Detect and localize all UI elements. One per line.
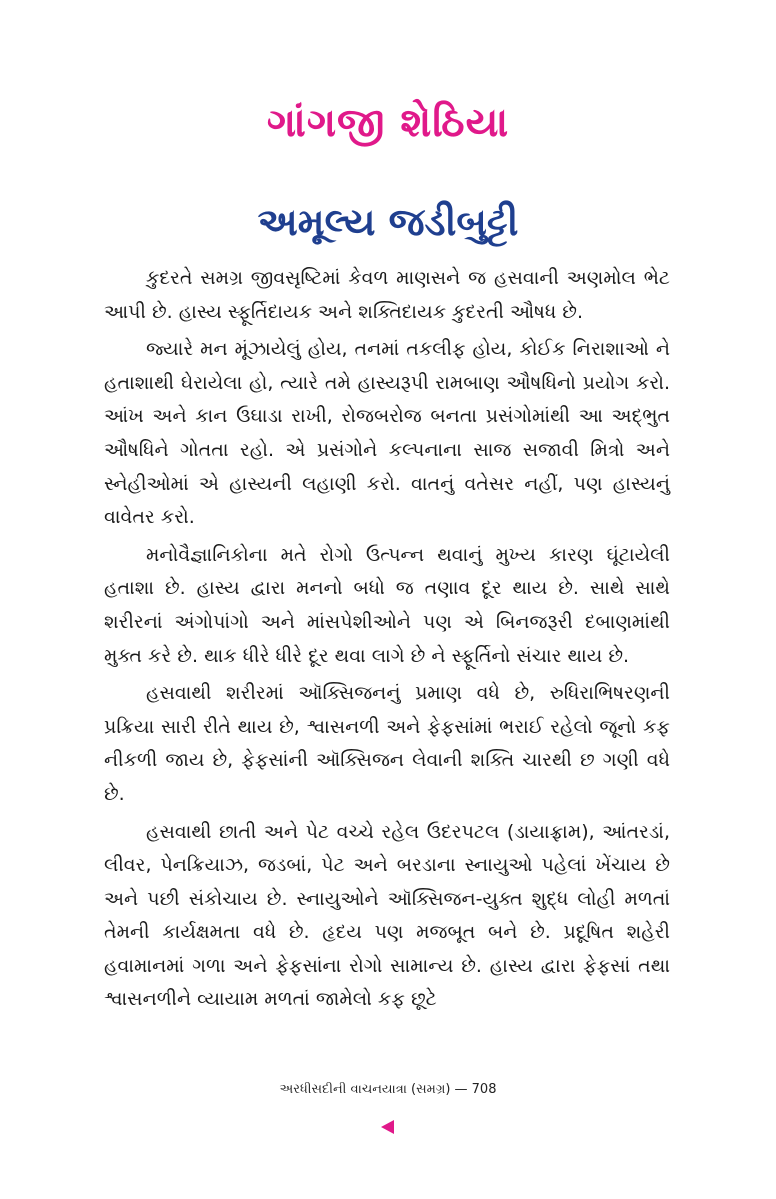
author-name: ગાંગજી શેઠિયા xyxy=(266,100,510,146)
paragraph: જ્યારે મન મૂંઝાયેલું હોય, તનમાં તકલીફ હોય, કોઈક નિરાશાઓ ને હતાશાથી ઘેરાયેલા હો, ત્યારે તમે હાસ્યરૂપી રામબાણ ઔષધિનો પ્રયોગ કરો. આંખ અને કાન ઉઘાડા રાખી, રોજબરોજ બનતા પ્રસંગોમાંથી આ અદ્ભુત ઔષધિને ગોતતા રહો. એ પ્રસંગોને કલ્પનાના સાજ સજાવી મિત્રો અને સ્નેહીઓમાં એ હાસ્યની લહાણી કરો. વાતનું વતેસર નહીં, પણ હાસ્યનું વાવેતર કરો. xyxy=(104,338,670,529)
paragraph: મનોવૈજ્ઞાનિકોના મતે રોગો ઉત્પન્ન થવાનું મુખ્ય કારણ ઘૂંટાયેલી હતાશા છે. હાસ્ય દ્વારા મનનો બધો જ તણાવ દૂર થાય છે. સાથે સાથે શરીરનાં અંગોપાંગો અને માંસપેશીઓને પણ એ બિનજરૂરી દબાણમાંથી મુક્ત કરે છે. થાક ધીરે ધીરે દૂર થવા લાગે છે ને સ્ફૂર્તિનો સંચાર થાય છે. xyxy=(104,543,670,667)
page-footer: અરધીસદીની વાચનયાત્રા (સમગ્ર) — 708 xyxy=(279,1082,497,1097)
article-title: અમૂલ્ય જડીબુટ્ટી xyxy=(257,200,519,244)
paragraph: હસવાથી શરીરમાં ઑક્સિજનનું પ્રમાણ વધે છે, રુધિરાભિષરણની પ્રક્રિયા સારી રીતે થાય છે, શ્વાસનળી અને ફેફસાંમાં ભરાઈ રહેલો જૂનો કફ નીકળી જાય છે, ફેફસાંની ઑક્સિજન લેવાની શક્તિ ચારથી છ ગણી વધે છે. xyxy=(104,682,670,805)
previous-page-arrow-icon[interactable] xyxy=(381,1120,394,1134)
article-body xyxy=(104,262,670,1021)
paragraph: કુદરતે સમગ્ર જીવસૃષ્ટિમાં કેવળ માણસને જ હસવાની અણમોલ ભેટ આપી છે. હાસ્ય સ્ફૂર્તિદાયક અને શક્તિદાયક કુદરતી ઔષધ છે. xyxy=(104,267,670,323)
paragraph: હસવાથી છાતી અને પેટ વચ્ચે રહેલ ઉદરપટલ (ડાયાફ્રામ), આંતરડાં, લીવર, પેનક્રિયાઝ, જડબાં, પેટ અને બરડાના સ્નાયુઓ પહેલાં ખેંચાય છે અને પછી સંકોચાય છે. સ્નાયુઓને ઑક્સિજન-યુક્ત શુદ્ધ લોહી મળતાં તેમની કાર્યક્ષમતા વધે છે. હૃદય પણ મજબૂત બને છે. પ્રદૂષિત શહેરી હવામાનમાં ગળા અને ફેફસાંના રોગો સામાન્ય છે. હાસ્ય દ્વારા ફેફસાં તથા શ્વાસનળીને વ્યાયામ મળતાં જામેલો કફ છૂટે xyxy=(104,820,670,1011)
